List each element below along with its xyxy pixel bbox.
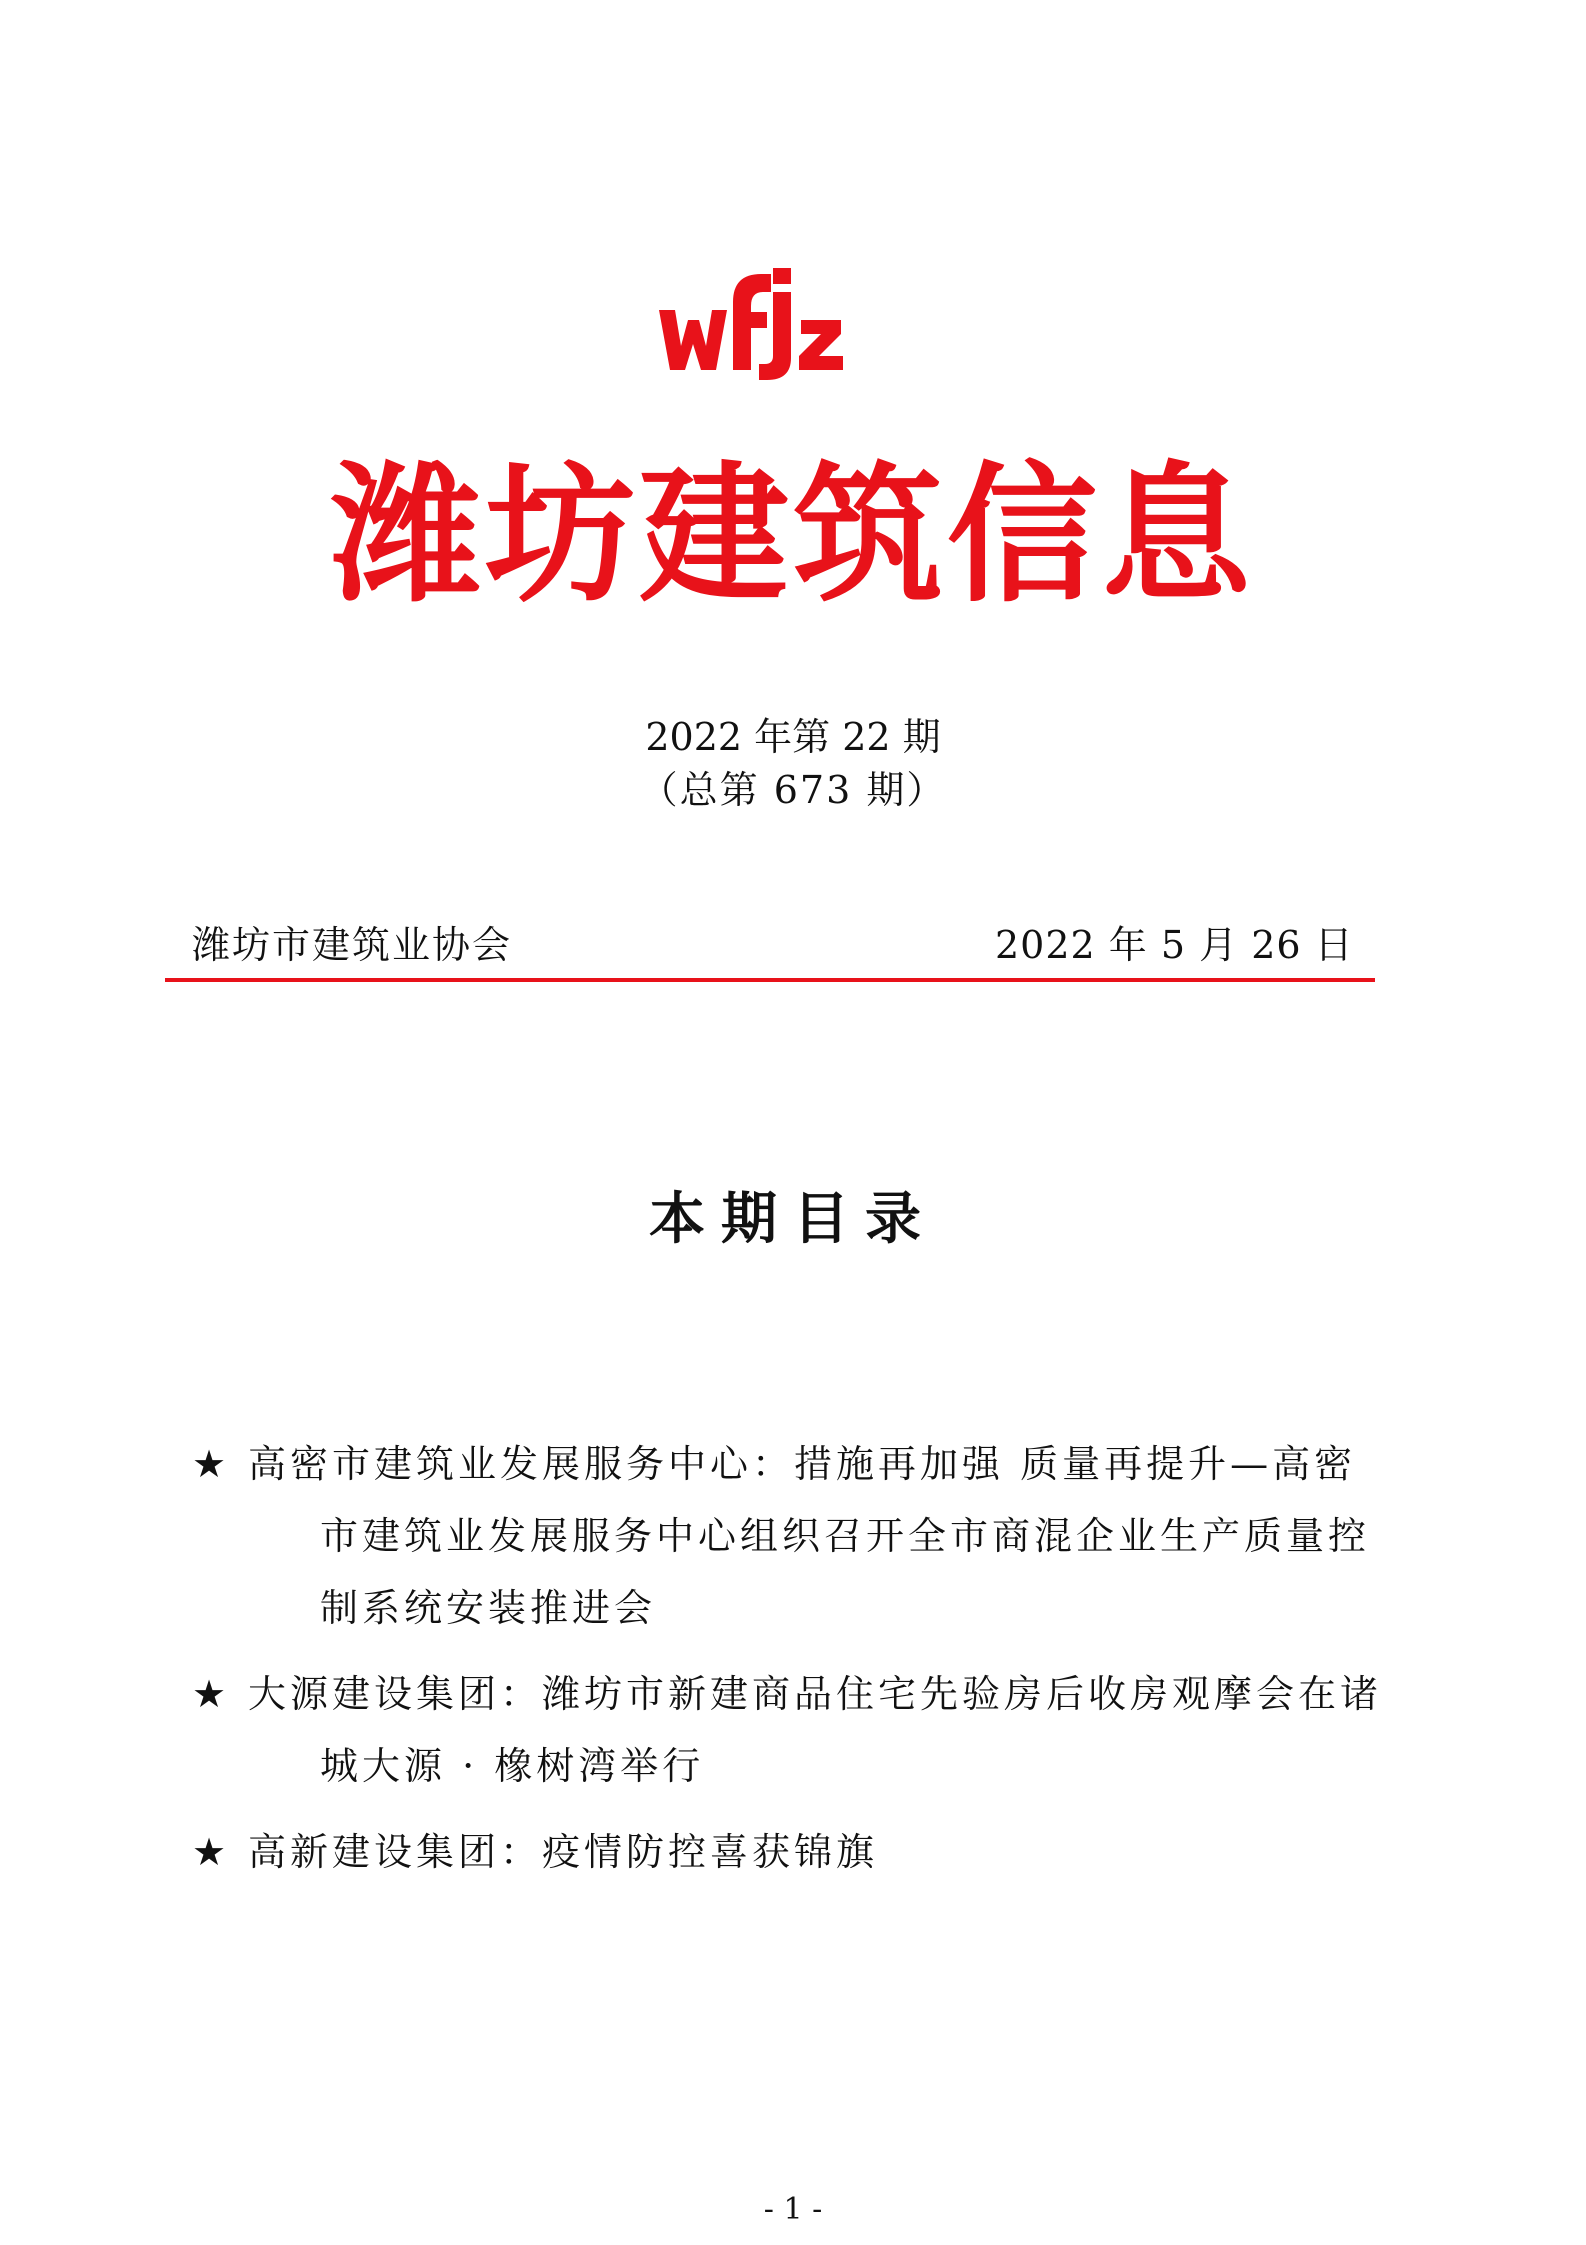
star-icon: ★ [192,1830,227,1874]
wfjz-logo [655,262,865,382]
toc-item-text: 城大源 · 橡树湾举行 [320,1744,705,1788]
issue-number: 2022 年第 22 期 [645,715,941,759]
star-icon: ★ [192,1672,227,1716]
toc-item-text: 市建筑业发展服务中心组织召开全市商混企业生产质量控 [320,1514,1371,1558]
toc-title: 本期目录 [649,1186,937,1252]
table-of-contents [192,1428,1412,1902]
star-icon: ★ [192,1442,227,1486]
toc-item[interactable] [192,1816,1412,1888]
toc-item-text: 大源建设集团：潍坊市新建商品住宅先验房后收房观摩会在诸 [248,1672,1383,1716]
publisher-organization: 潍坊市建筑业协会 [192,923,513,967]
masthead-title: 潍坊建筑信息 [330,447,1255,623]
toc-item-text: 制系统安装推进会 [320,1586,657,1630]
toc-item[interactable] [192,1428,1412,1644]
header-divider [165,978,1375,982]
page-number: - 1 - [763,2192,823,2227]
total-issue-number: （总第 673 期） [639,768,947,812]
toc-item[interactable] [192,1658,1412,1802]
publication-date: 2022 年 5 月 26 日 [995,923,1354,967]
toc-item-text: 高新建设集团：疫情防控喜获锦旗 [248,1830,879,1874]
toc-item-text: 高密市建筑业发展服务中心：措施再加强 质量再提升—高密 [248,1442,1357,1486]
